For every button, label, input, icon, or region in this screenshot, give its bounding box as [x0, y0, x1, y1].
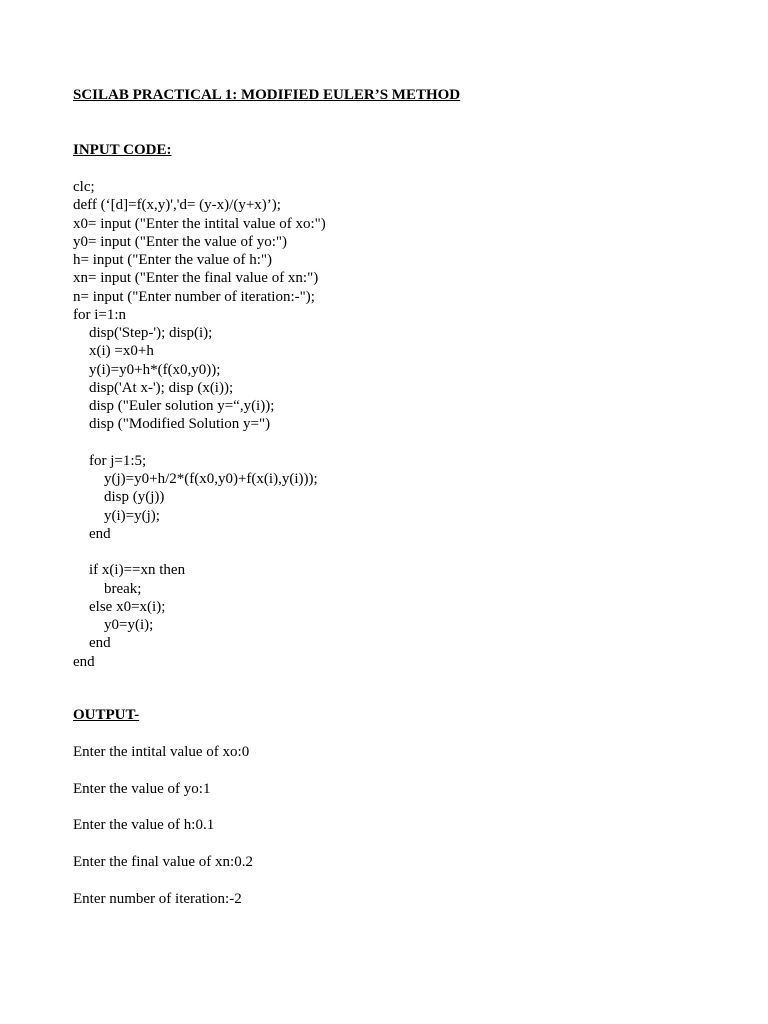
output-line: Enter number of iteration:-2: [73, 890, 242, 907]
code-line: deff (‘[d]=f(x,y)','d= (y-x)/(y+x)’);: [73, 197, 281, 214]
output-line: Enter the value of yo:1: [73, 780, 211, 797]
output-block: [73, 743, 253, 926]
code-line: disp ("Modified Solution y="): [89, 416, 271, 433]
code-line: [73, 434, 326, 452]
code-line: xn= input ("Enter the final value of xn:"): [73, 270, 319, 287]
input-code-heading: INPUT CODE:: [73, 142, 172, 158]
code-line: disp('Step-'); disp(i);: [89, 325, 213, 341]
code-line: n= input ("Enter number of iteration:-");: [73, 288, 315, 305]
output-line: Enter the intital value of xo:0: [73, 744, 250, 760]
code-line: else x0=x(i);: [89, 598, 166, 615]
code-line: x0= input ("Enter the intital value of xo:"): [73, 215, 326, 232]
code-line: y(i)=y(j);: [104, 507, 160, 524]
code-line: disp (y(j)): [104, 489, 165, 506]
code-line: for j=1:5;: [89, 452, 147, 469]
code-line: y(j)=y0+h/2*(f(x0,y0)+f(x(i),y(i)));: [104, 471, 318, 487]
code-line: disp('At x-'); disp (x(i));: [89, 379, 234, 396]
output-heading: OUTPUT-: [73, 707, 140, 723]
code-block: [73, 178, 326, 671]
code-line: for i=1:n: [73, 306, 127, 323]
code-line: end: [89, 635, 111, 652]
code-line: break;: [104, 580, 142, 597]
code-line: end: [73, 653, 95, 670]
code-line: [73, 543, 326, 561]
document-title: SCILAB PRACTICAL 1: MODIFIED EULER’S METHOD: [73, 87, 461, 103]
code-line: if x(i)==xn then: [89, 562, 186, 579]
code-line: disp ("Euler solution y=“,y(i));: [89, 398, 275, 414]
code-line: y0=y(i);: [104, 617, 154, 633]
code-line: end: [89, 525, 111, 542]
code-line: y0= input ("Enter the value of yo:"): [73, 233, 287, 250]
output-line: Enter the final value of xn:0.2: [73, 854, 253, 871]
output-line: Enter the value of h:0.1: [73, 817, 215, 834]
code-line: h= input ("Enter the value of h:"): [73, 252, 272, 268]
code-line: x(i) =x0+h: [89, 343, 154, 360]
code-line: y(i)=y0+h*(f(x0,y0));: [89, 361, 221, 378]
code-line: clc;: [73, 179, 95, 195]
